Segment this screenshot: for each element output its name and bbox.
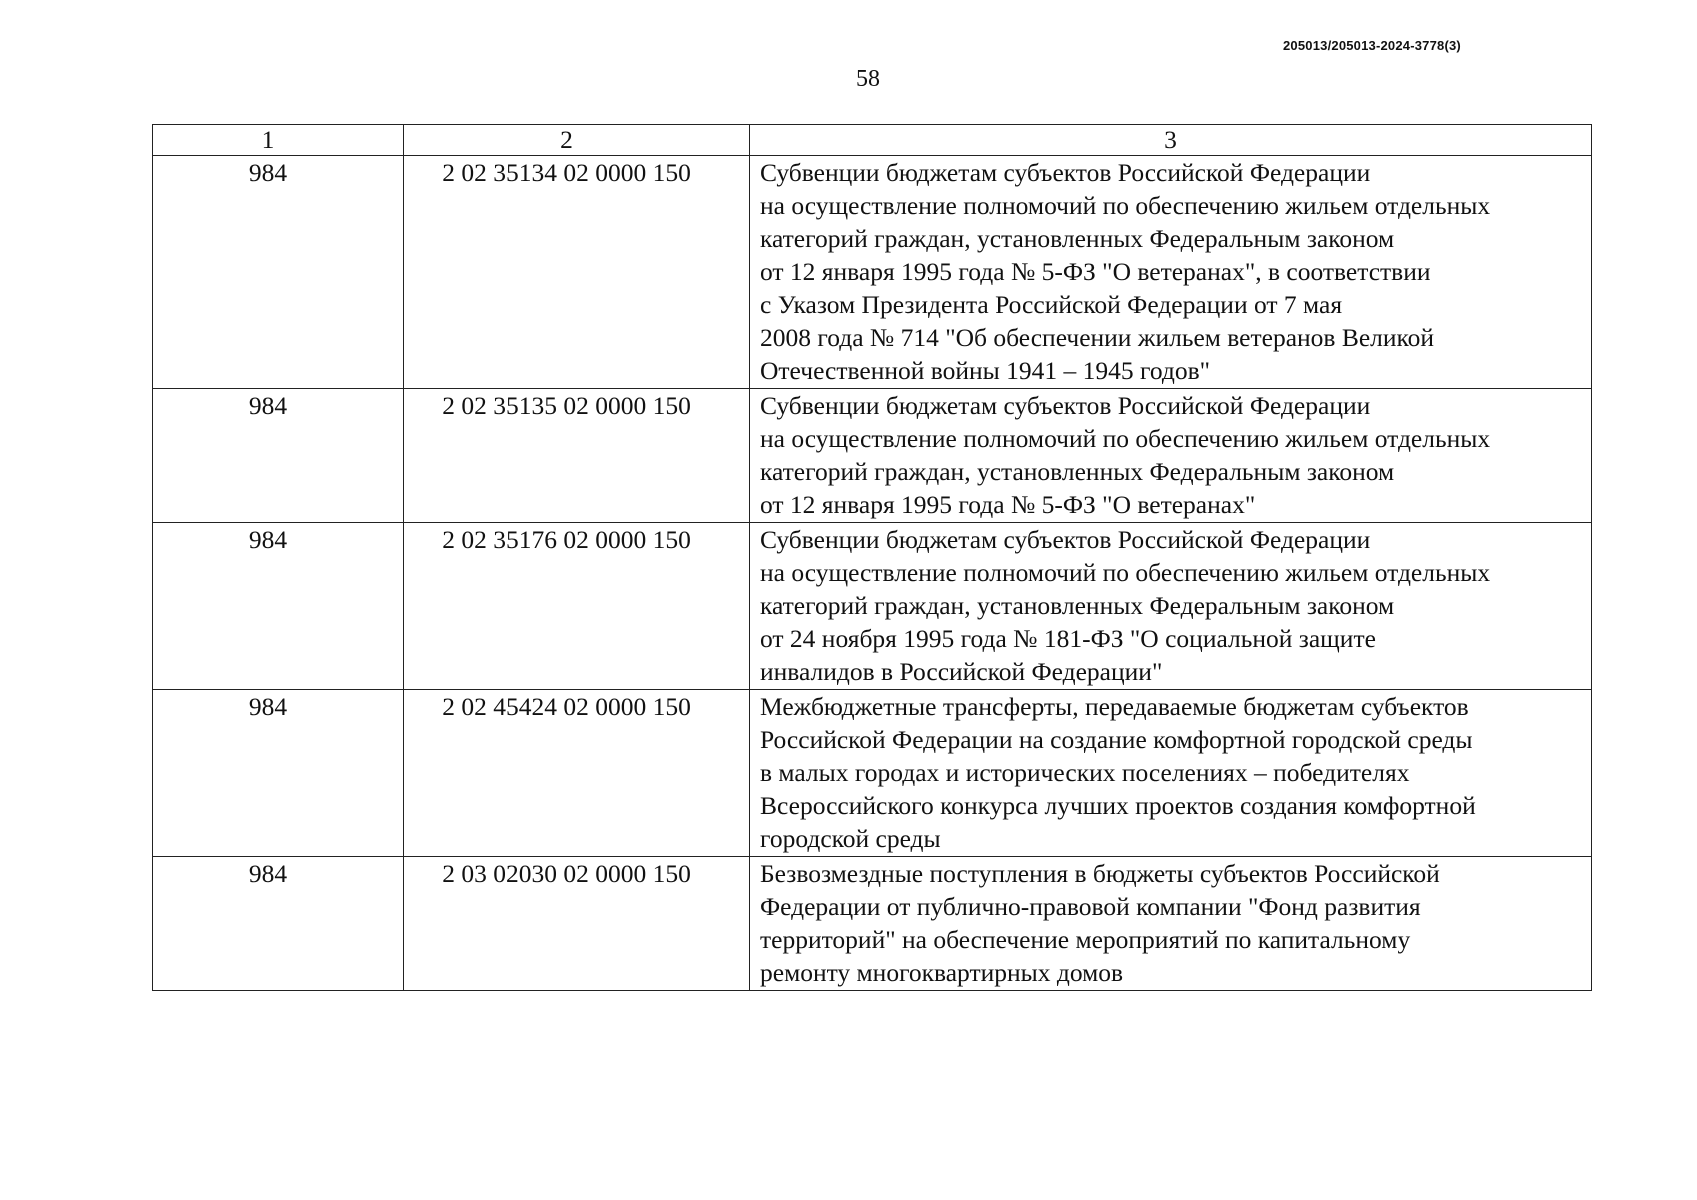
description-line: от 12 января 1995 года № 5-ФЗ "О ветеранах" xyxy=(760,490,1256,519)
description-line: Федерации от публично-правовой компании "Фонд развития xyxy=(760,892,1421,921)
description-line: от 12 января 1995 года № 5-ФЗ "О ветеранах", в соответствии xyxy=(760,257,1431,286)
description-line: в малых городах и исторических поселениях – победителях xyxy=(760,758,1410,787)
admin-code-cell: 984 xyxy=(153,857,404,991)
description-line: категорий граждан, установленных Федеральным законом xyxy=(760,457,1395,486)
description-line: на осуществление полномочий по обеспечению жильем отдельных xyxy=(760,558,1491,587)
description-line: с Указом Президента Российской Федерации от 7 мая xyxy=(760,290,1343,319)
income-code-cell: 2 02 35134 02 0000 150 xyxy=(404,156,750,389)
description-line: на осуществление полномочий по обеспечению жильем отдельных xyxy=(760,424,1491,453)
income-code-cell: 2 02 35135 02 0000 150 xyxy=(404,389,750,523)
description-line: на осуществление полномочий по обеспечению жильем отдельных xyxy=(760,191,1491,220)
description-line: Отечественной войны 1941 – 1945 годов" xyxy=(760,356,1211,385)
description-line: инвалидов в Российской Федерации" xyxy=(760,657,1163,686)
table-row xyxy=(153,690,1592,857)
description-line: территорий" на обеспечение мероприятий по капитальному xyxy=(760,925,1411,954)
description-cell xyxy=(750,389,1592,523)
column-header-3: 3 xyxy=(750,125,1592,156)
admin-code-cell: 984 xyxy=(153,523,404,690)
table-row xyxy=(153,156,1592,389)
table-row xyxy=(153,857,1592,991)
description-line: Межбюджетные трансферты, передаваемые бюджетам субъектов xyxy=(760,692,1469,721)
description-line: ремонту многоквартирных домов xyxy=(760,958,1124,987)
document-id: 205013/205013-2024-3778(3) xyxy=(1283,38,1461,53)
description-line: категорий граждан, установленных Федеральным законом xyxy=(760,591,1395,620)
admin-code-cell: 984 xyxy=(153,389,404,523)
description-cell xyxy=(750,156,1592,389)
table-header-row xyxy=(153,125,1592,156)
revenue-codes-table xyxy=(152,124,1592,991)
income-code-cell: 2 02 45424 02 0000 150 xyxy=(404,690,750,857)
description-line: Субвенции бюджетам субъектов Российской Федерации xyxy=(760,391,1371,420)
description-cell xyxy=(750,523,1592,690)
table-row xyxy=(153,389,1592,523)
description-line: Российской Федерации на создание комфортной городской среды xyxy=(760,725,1473,754)
description-cell xyxy=(750,690,1592,857)
column-header-1: 1 xyxy=(153,125,404,156)
column-header-2: 2 xyxy=(404,125,750,156)
description-line: Субвенции бюджетам субъектов Российской Федерации xyxy=(760,158,1371,187)
description-cell xyxy=(750,857,1592,991)
admin-code-cell: 984 xyxy=(153,156,404,389)
income-code-cell: 2 02 35176 02 0000 150 xyxy=(404,523,750,690)
admin-code-cell: 984 xyxy=(153,690,404,857)
description-line: Безвозмездные поступления в бюджеты субъектов Российской xyxy=(760,859,1440,888)
table-row xyxy=(153,523,1592,690)
description-line: 2008 года № 714 "Об обеспечении жильем ветеранов Великой xyxy=(760,323,1435,352)
income-code-cell: 2 03 02030 02 0000 150 xyxy=(404,857,750,991)
description-line: Субвенции бюджетам субъектов Российской Федерации xyxy=(760,525,1371,554)
page-number: 58 xyxy=(856,66,880,92)
description-line: от 24 ноября 1995 года № 181-ФЗ "О социальной защите xyxy=(760,624,1376,653)
description-line: городской среды xyxy=(760,824,941,853)
description-line: категорий граждан, установленных Федеральным законом xyxy=(760,224,1395,253)
description-line: Всероссийского конкурса лучших проектов создания комфортной xyxy=(760,791,1476,820)
